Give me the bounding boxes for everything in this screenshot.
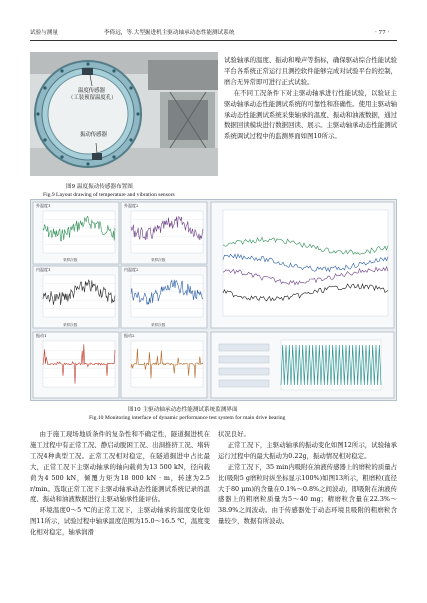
oil-sensor-readout (219, 356, 269, 363)
paragraph: 由于施工现场地质条件的复杂性和不确定性，隧道掘进机在施工过程中有正常工况、静启动脱困工况、出洞推挤工况、堵转工况4种典型工况。正常工况相对稳定，在隧道掘进中占比最大，正常工况下主驱动轴承的轴向载荷为13 500 kN，径向载荷为4 500 kN，倾覆力矩为18 000 kN · m，转速为2.5 r/min。选取正常工况下主驱动轴承动态性能测试系统记录的温度、振动和油液数据进行主驱动轴承性能评估。 (30, 430, 210, 504)
figure-10-caption-cn: 图10 主驱动轴承动态性能测试系统监测界面 (128, 407, 238, 413)
label-vibration-sensor: 振动传感器 (80, 132, 107, 138)
panel-title-outer-temperature-1: 外温度1 (36, 203, 51, 208)
oil-sensor-readout (219, 380, 269, 387)
panel-inner-temperature-2-plot-area (131, 275, 203, 317)
panel-title-vibration-1: 振动1 (36, 333, 47, 338)
label-temperature-sensor: 温度传感器 (78, 88, 105, 94)
text-block-top-right (224, 55, 397, 167)
paragraph: 在不同工况条件下对主驱动轴承进行性能试验，以验证主驱动轴承动态性能测试系统的可靠性和准确性。使用主驱动轴承动态性能测试系统采集轴承的温度、振动和油液数据，通过数据回读模块进行数据回读、展示。主驱动轴承动态性能测试系统调试过程中的监测界面如图10所示。 (224, 88, 397, 141)
panel-title-outer-temperature-2: 外温度2 (124, 203, 139, 208)
oil-sensor-readout (219, 344, 269, 351)
figure-9-caption-cn: 图9 温度振动传感器布置图 (66, 184, 133, 190)
panel-title-vibration-2: 振动2 (124, 333, 135, 338)
axis-label-samples: 采样次数 (63, 323, 78, 327)
page-number: · 77 · (375, 30, 390, 36)
paragraph: 试验轴承的温度、振动和噪声等指标，确保驱动综合性能试验平台各系统正常运行且测控软件能够完成对试验平台的控制，磨合无异常即可进行正式试验。 (224, 56, 397, 86)
header-rule (30, 40, 397, 41)
text-block-bottom-left (30, 429, 210, 587)
text-block-bottom-right (218, 429, 397, 587)
running-title: 李倚远，等.大型掘进机主驱动轴承动态性能测试系统 (104, 30, 235, 36)
panel-title-inner-temperature-1: 内温度1 (36, 267, 51, 272)
panel-vibration-2-plot-area (131, 341, 203, 387)
sensor-layout-photo (30, 52, 218, 176)
paragraph: 环境温度0～5 ℃的正常工况下，主驱动轴承的温度变化如图11所示，试验过程中轴承温度范围为15.0～16.5 ℃，温度变化相对稳定，轴承润滑 (30, 506, 210, 537)
paragraph: 正常工况下，35 min内吸附在油液传感器上的磨粒的质量占比(吸附5 g磨粒时纵坐标显示100%)如图13所示，粗磨粒(直径大于80 μm)的含量在0.1%～0.8%之间波动，即吸附在油液传感器上的粗磨粒质量为5～40 mg；精磨粒含量在22.3%～38.9%之间波动。由于传感器处于动态环境且吸附的粗磨粒含量较少，数据有所波动。 (218, 462, 397, 526)
panel-inner-temperature-1-plot-area (43, 275, 115, 317)
label-temperature-sensor-sub: （工装预留温度孔） (68, 95, 117, 101)
journal-name: 试验与测量 (30, 30, 58, 36)
oil-sensor-readout (219, 368, 269, 375)
monitoring-interface-screenshot (31, 200, 396, 400)
paragraph: 正常工况下，主驱动轴承的振动变化如图12所示，试验轴承运行过程中的最大振动为0.22g，振动情况相对稳定。 (218, 440, 397, 460)
figure-9-caption-en: Fig.9 Layout drawing of temperature and vibration sensors (43, 192, 175, 198)
axis-label-samples: 采样次数 (151, 258, 166, 262)
axis-label-samples: 采样次数 (151, 323, 166, 327)
panel-outer-temperature-2-plot-area (131, 211, 203, 253)
figure-9 (30, 52, 218, 176)
axis-label-samples: 采样次数 (63, 258, 78, 262)
panel-title-inner-temperature-2: 内温度2 (124, 267, 139, 272)
figure-10 (30, 199, 397, 401)
paragraph: 状况良好。 (218, 430, 250, 438)
figure-10-caption-en: Fig.10 Monitoring interface of dynamic performance test system for main drive bearing (89, 415, 286, 421)
